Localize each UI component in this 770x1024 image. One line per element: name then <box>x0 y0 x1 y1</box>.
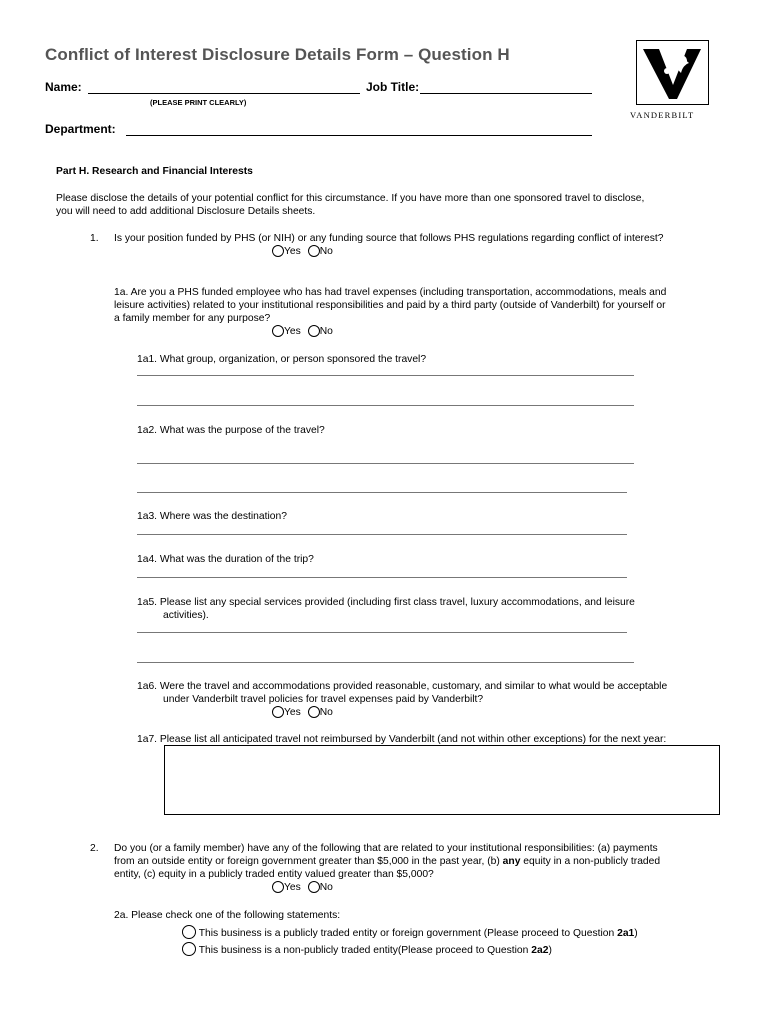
q2a-option-1-end: ) <box>634 928 638 939</box>
q1a5-line-1: 1a5. Please list any special services provided (including first class travel, luxury accommodations, and leisure <box>137 597 635 608</box>
q1a1-answer-line-2[interactable] <box>137 405 634 406</box>
q1a6-no-label: No <box>319 707 333 718</box>
job-title-field[interactable] <box>420 93 592 94</box>
q1a6-line-2: under Vanderbilt travel policies for travel expenses paid by Vanderbilt? <box>163 694 484 705</box>
q1-no-radio[interactable] <box>308 245 320 257</box>
q1-text: Is your position funded by PHS (or NIH) or any funding source that follows PHS regulations regarding conflict of interest? <box>114 233 664 244</box>
q2-line-2-end: equity in a non-publicly traded <box>523 856 661 867</box>
q2-yes-label: Yes <box>284 882 301 893</box>
q2-line-1: Do you (or a family member) have any of the following that are related to your institutional responsibilities: (a) payments <box>114 843 658 854</box>
q1a2-answer-line-2[interactable] <box>137 492 627 493</box>
q2a-option-2-label: This business is a non-publicly traded entity(Please proceed to Question <box>198 945 529 956</box>
q1a6-line-1: 1a6. Were the travel and accommodations provided reasonable, customary, and similar to what would be acceptable <box>137 681 668 692</box>
oak-v-icon <box>637 41 707 103</box>
form-title: Conflict of Interest Disclosure Details Form – Question H <box>45 45 510 64</box>
q1a-no-label: No <box>319 326 333 337</box>
q2a-option-1-ref: 2a1 <box>617 928 635 939</box>
q1a-line-2: leisure activities) related to your institutional responsibilities and paid by a third party (outside of Vanderbilt) for yourself or <box>114 300 666 311</box>
q1-number: 1. <box>90 233 99 244</box>
name-label: Name: <box>45 80 82 94</box>
q1a-yes-label: Yes <box>284 326 301 337</box>
q2-yes-radio[interactable] <box>272 881 284 893</box>
q2a-text: 2a. Please check one of the following statements: <box>114 910 341 921</box>
q2a-option-2-radio[interactable] <box>182 942 196 956</box>
q1a5-line-2: activities). <box>163 610 209 621</box>
intro-line-1: Please disclose the details of your potential conflict for this circumstance. If you have more than one sponsored travel to disclose, <box>56 193 645 204</box>
q1a-yes-radio[interactable] <box>272 325 284 337</box>
q1a6-yes-radio[interactable] <box>272 706 284 718</box>
q1-yes-label: Yes <box>284 246 301 257</box>
q1a-line-1: 1a. Are you a PHS funded employee who has had travel expenses (including transportation, accommodations, meals and <box>114 287 667 298</box>
q1a2-answer-line-1[interactable] <box>137 463 634 464</box>
department-label: Department: <box>45 122 116 136</box>
q2-line-2-emphasis: any <box>502 856 521 867</box>
q2a-option-2-ref: 2a2 <box>531 945 549 956</box>
department-field[interactable] <box>126 135 592 136</box>
q2-no-label: No <box>319 882 333 893</box>
vanderbilt-logo <box>636 40 709 105</box>
q1a-line-3: a family member for any purpose? <box>114 313 271 324</box>
q1a5-answer-line-1[interactable] <box>137 632 627 633</box>
q2a-option-1-radio[interactable] <box>182 925 196 939</box>
q1a-no-radio[interactable] <box>308 325 320 337</box>
q1a1-text: 1a1. What group, organization, or person sponsored the travel? <box>137 354 427 365</box>
q1a3-answer-line[interactable] <box>137 534 627 535</box>
name-field[interactable] <box>88 93 360 94</box>
q1a4-answer-line[interactable] <box>137 577 627 578</box>
logo-text: VANDERBILT <box>630 110 695 120</box>
part-heading: Part H. Research and Financial Interests <box>56 166 253 177</box>
q1-yes-radio[interactable] <box>272 245 284 257</box>
q1a6-yes-label: Yes <box>284 707 301 718</box>
q1a2-text: 1a2. What was the purpose of the travel? <box>137 425 325 436</box>
print-note: (PLEASE PRINT CLEARLY) <box>150 98 247 107</box>
q2-line-3: entity, (c) equity in a publicly traded entity valued greater than $5,000? <box>114 869 434 880</box>
q2-no-radio[interactable] <box>308 881 320 893</box>
q1a1-answer-line-1[interactable] <box>137 375 634 376</box>
q2-line-2: from an outside entity or foreign government greater than $5,000 in the past year, (b) <box>114 856 500 867</box>
q2a-option-1-label: This business is a publicly traded entity or foreign government (Please proceed to Question <box>198 928 615 939</box>
q1a7-answer-box[interactable] <box>164 745 720 815</box>
q1a7-text: 1a7. Please list all anticipated travel not reimbursed by Vanderbilt (and not within other exceptions) for the next year: <box>137 734 667 745</box>
intro-line-2: you will need to add additional Disclosure Details sheets. <box>56 206 316 217</box>
q1a3-text: 1a3. Where was the destination? <box>137 511 287 522</box>
q1a5-answer-line-2[interactable] <box>137 662 634 663</box>
q1a4-text: 1a4. What was the duration of the trip? <box>137 554 314 565</box>
q1-no-label: No <box>319 246 333 257</box>
q1a6-no-radio[interactable] <box>308 706 320 718</box>
q2a-option-2-end: ) <box>548 945 552 956</box>
job-title-label: Job Title: <box>366 80 420 94</box>
q2-number: 2. <box>90 843 99 854</box>
